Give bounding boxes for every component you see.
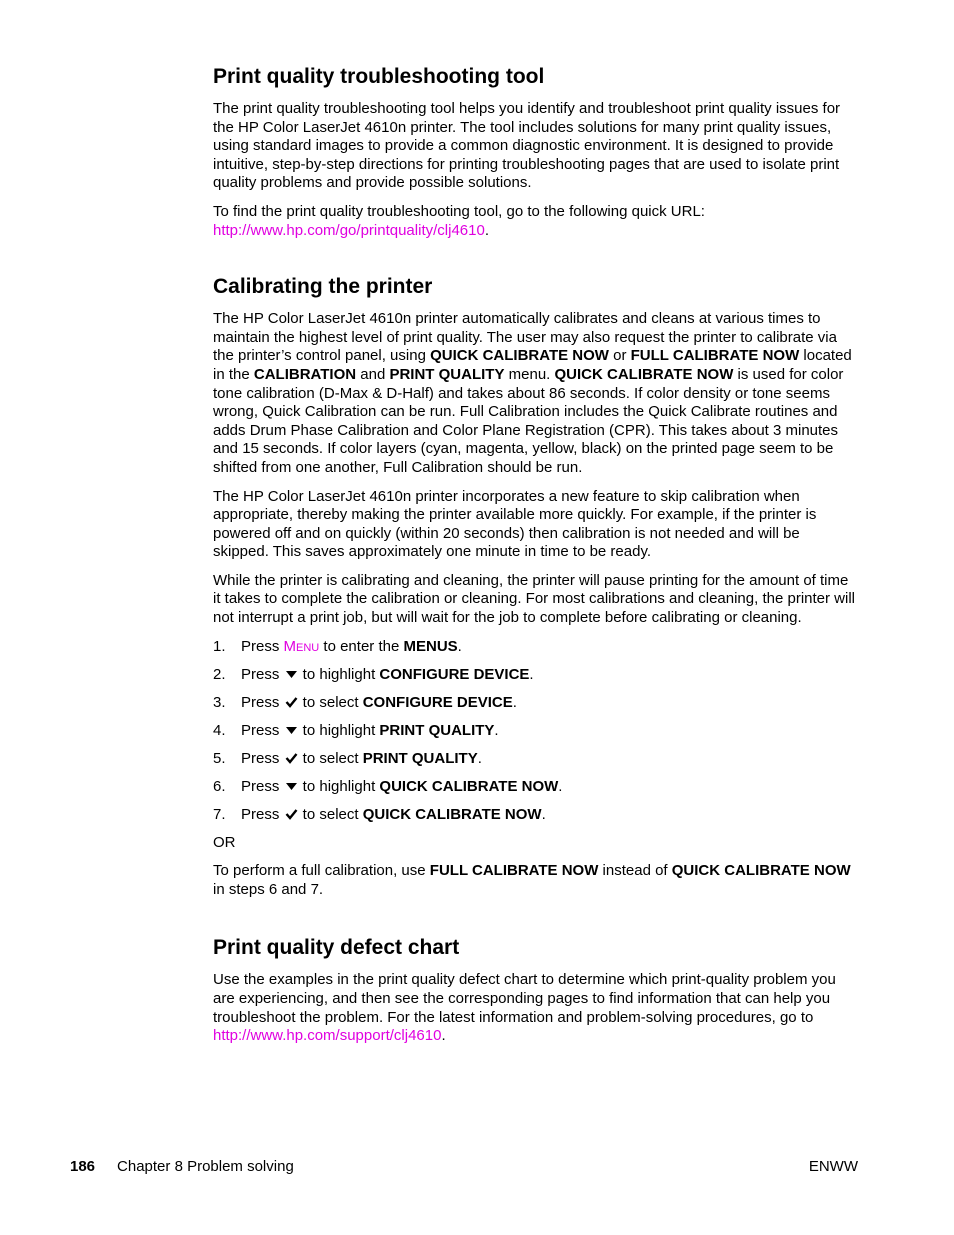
text: to select	[298, 749, 363, 767]
chapter-label: Chapter 8 Problem solving	[117, 1158, 294, 1175]
url-lead-text: To find the print quality troubleshooting tool, go to the following quick URL:	[213, 202, 705, 220]
heading-troubleshooting-tool: Print quality troubleshooting tool	[213, 65, 545, 88]
text: .	[457, 637, 462, 655]
support-url-link[interactable]: http://www.hp.com/support/clj4610	[213, 1027, 442, 1045]
page-content	[213, 64, 858, 1056]
list-item	[213, 750, 858, 769]
text: Press	[241, 693, 284, 711]
calibration-para-1	[213, 310, 858, 477]
down-arrow-icon	[285, 724, 298, 736]
step-number: 1.	[213, 637, 226, 655]
text: Press	[241, 637, 284, 655]
text: .	[541, 805, 546, 823]
text: Use the examples in the print quality defect chart to determine which print-quality problem you are experiencing, and then see the corresponding pages to find information that can help you troubleshoot the problem. For the latest information and problem-solving procedures, go to	[213, 971, 836, 1026]
menu-key: Menu	[283, 637, 320, 655]
list-item	[213, 666, 858, 685]
text: located in the	[213, 347, 852, 383]
step-number: 3.	[213, 693, 226, 711]
text: The HP Color LaserJet 4610n printer automatically calibrates and cleans at various times to maintain the highest level of print quality. The user may also request the printer to calibrate via the printer’s control panel, using	[213, 310, 837, 365]
step-target: CONFIGURE DEVICE	[379, 665, 530, 683]
step-target: CONFIGURE DEVICE	[362, 693, 513, 711]
text: Press	[241, 777, 284, 795]
text: to select	[298, 805, 363, 823]
list-item	[213, 778, 858, 797]
text: and	[356, 365, 390, 383]
heading-defect-chart: Print quality defect chart	[213, 936, 460, 960]
down-arrow-icon	[285, 780, 298, 792]
text: to enter the	[319, 637, 404, 655]
text: or	[608, 347, 631, 365]
calibration-para-2: The HP Color LaserJet 4610n printer incorporates a new feature to skip calibration when appropriate, thereby making the printer available more quickly. For example, if the printer is powered off and on quickly (within 20 seconds) then calibration is not needed and will be skipped. This saves approximately one minute in time to be ready.	[213, 487, 817, 561]
url-period: .	[484, 221, 489, 239]
troubleshooting-url-para	[213, 203, 858, 240]
text: to highlight	[298, 721, 380, 739]
text: .	[558, 777, 563, 795]
step-number: 6.	[213, 777, 226, 795]
text: .	[477, 749, 482, 767]
text: .	[529, 665, 534, 683]
checkmark-icon	[285, 696, 298, 708]
menu-item-quick-calibrate: QUICK CALIBRATE NOW	[554, 365, 734, 383]
checkmark-icon	[285, 808, 298, 820]
step-target: PRINT QUALITY	[362, 749, 478, 767]
menu-item-full-calibrate: FULL CALIBRATE NOW	[429, 862, 599, 880]
troubleshooting-intro: The print quality troubleshooting tool helps you identify and troubleshoot print quality issues for the HP Color LaserJet 4610n printer. The tool includes solutions for many print quality issues, using standard images to provide a common diagnostic environment. It is designed to provide intuitive, step-by-step directions for printing troubleshooting pages that are used to isolate print quality problems and provide possible solutions.	[213, 100, 841, 192]
full-calibration-para	[213, 862, 858, 899]
heading-calibrating: Calibrating the printer	[213, 275, 433, 299]
text: to highlight	[298, 777, 380, 795]
calibration-para-3: While the printer is calibrating and cleaning, the printer will pause printing for the amount of time it takes to complete the calibration or cleaning. For most calibrations and cleaning, the printer will not interrupt a print job, but will wait for the job to complete before calibrating or cleaning.	[213, 571, 855, 627]
printquality-url-link[interactable]: http://www.hp.com/go/printquality/clj4610	[213, 221, 485, 239]
or-text: OR	[213, 833, 236, 851]
list-item	[213, 806, 858, 825]
text: to select	[298, 693, 363, 711]
page-number: 186	[70, 1158, 96, 1175]
text: .	[494, 721, 499, 739]
menu-item-full-calibrate: FULL CALIBRATE NOW	[630, 347, 800, 365]
step-target: QUICK CALIBRATE NOW	[362, 805, 542, 823]
menu-print-quality: PRINT QUALITY	[389, 365, 505, 383]
step-number: 2.	[213, 665, 226, 683]
checkmark-icon	[285, 752, 298, 764]
list-item	[213, 722, 858, 741]
step-target: MENUS	[403, 637, 458, 655]
step-number: 7.	[213, 805, 226, 823]
defect-chart-para	[213, 971, 858, 1045]
text: To perform a full calibration, use	[213, 862, 430, 880]
text: Press	[241, 805, 284, 823]
text: in steps 6 and 7.	[213, 880, 324, 898]
step-number: 5.	[213, 749, 226, 767]
text: Press	[241, 721, 284, 739]
text: is used for color tone calibration (D-Max & D-Half) and takes about 86 seconds. If color density or tone seems wrong, Quick Calibration can be run. Full Calibration includes the Quick Calibrate routines and adds Drum Phase Calibration and Color Plane Registration (CPR). This takes about 3 minutes and 15 seconds. If color layers (cyan, magenta, yellow, black) on the printed page seem to be shifted from one another, Full Calibration should be run.	[213, 365, 844, 476]
step-target: PRINT QUALITY	[379, 721, 495, 739]
step-number: 4.	[213, 721, 226, 739]
menu-item-quick-calibrate: QUICK CALIBRATE NOW	[671, 862, 851, 880]
calibration-steps	[213, 638, 858, 825]
list-item	[213, 638, 858, 657]
footer-right-label: ENWW	[808, 1158, 858, 1175]
text: menu.	[504, 365, 555, 383]
text: .	[512, 693, 517, 711]
text: Press	[241, 749, 284, 767]
url-period: .	[441, 1027, 446, 1045]
text: to highlight	[298, 665, 380, 683]
text: Press	[241, 665, 284, 683]
list-item	[213, 694, 858, 713]
down-arrow-icon	[285, 668, 298, 680]
step-target: QUICK CALIBRATE NOW	[379, 777, 559, 795]
menu-item-quick-calibrate: QUICK CALIBRATE NOW	[430, 347, 609, 365]
text: instead of	[598, 862, 672, 880]
page-footer	[70, 1158, 858, 1177]
menu-calibration: CALIBRATION	[253, 365, 357, 383]
